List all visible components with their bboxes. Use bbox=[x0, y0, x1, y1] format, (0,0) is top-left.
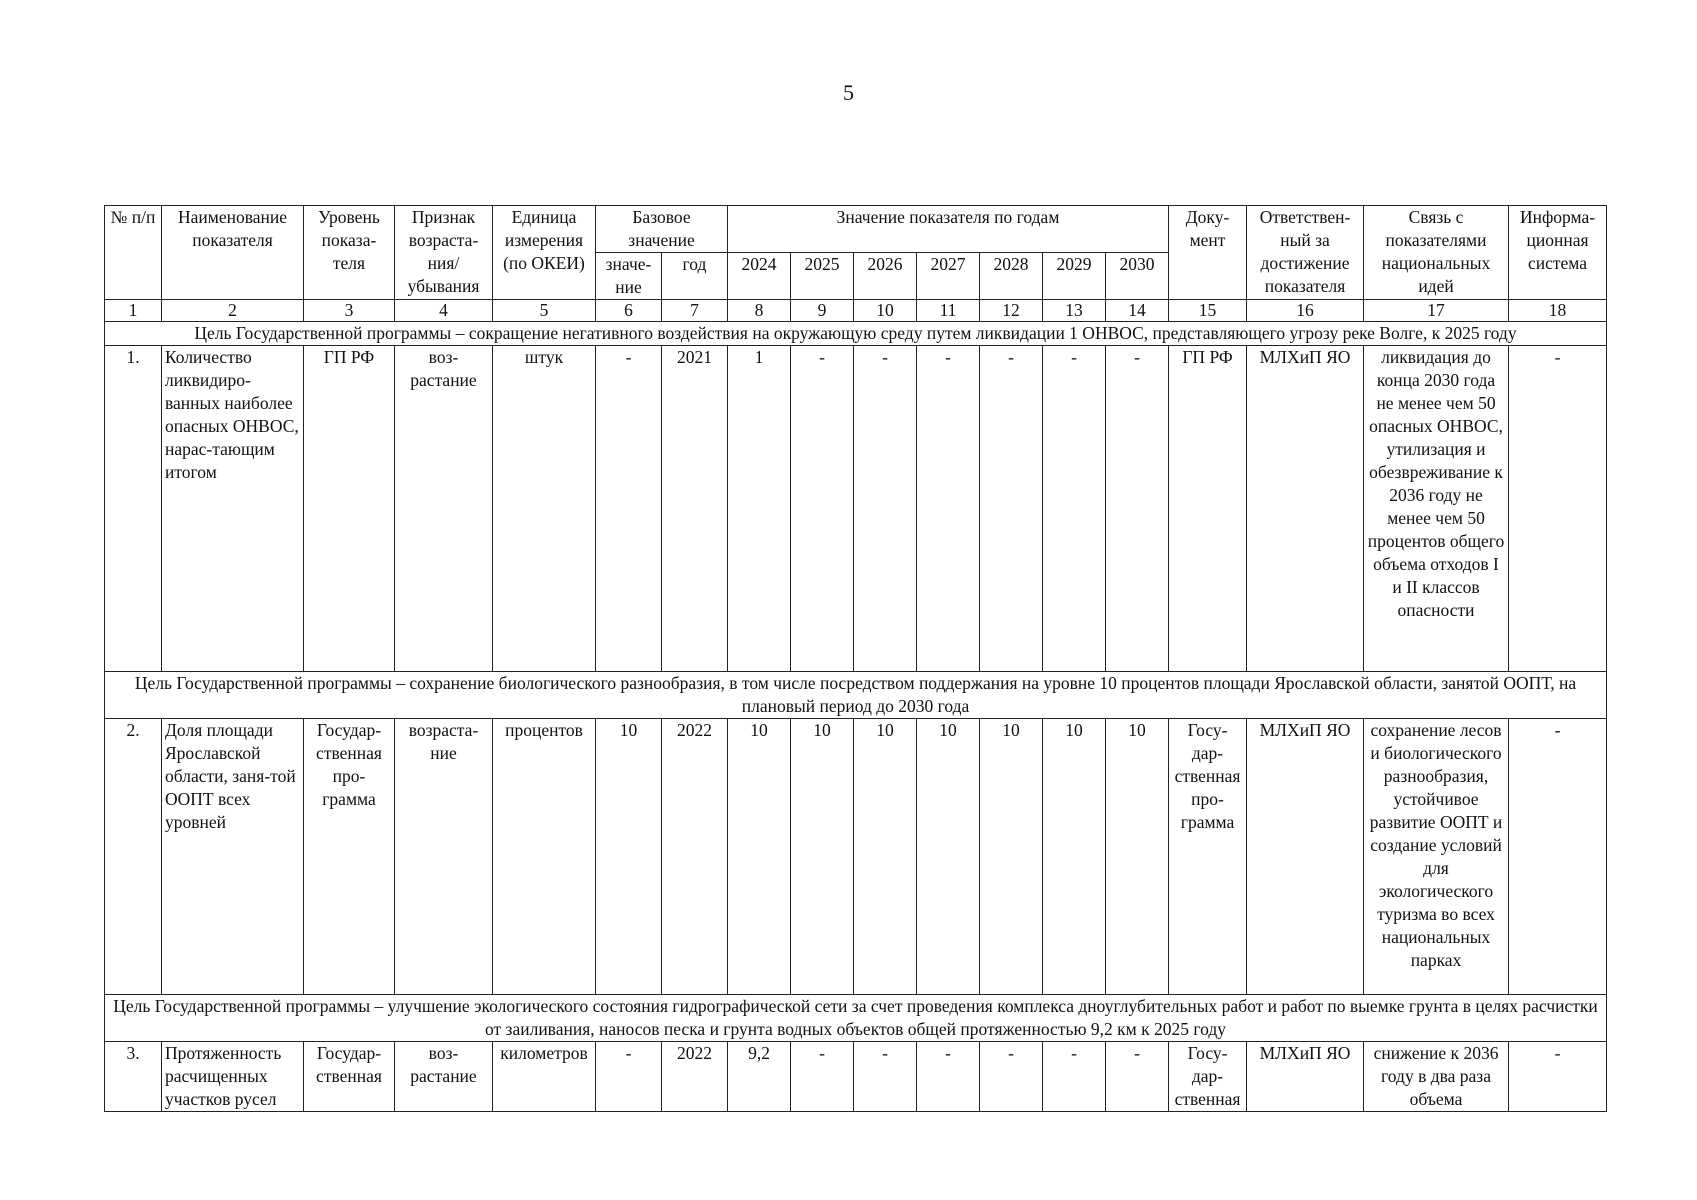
header-level: Уровень показа-теля bbox=[304, 206, 395, 300]
header-year: 2028 bbox=[980, 253, 1043, 300]
row-year-value: 10 bbox=[854, 719, 917, 995]
row-doc: Госу-дар-ственная bbox=[1169, 1042, 1247, 1112]
header-doc: Доку-мент bbox=[1169, 206, 1247, 300]
row-unit: километров bbox=[493, 1042, 596, 1112]
row-doc: Госу-дар-ственная про-грамма bbox=[1169, 719, 1247, 995]
row-link: сохранение лесов и биологического разнообразия, устойчивое развитие ООПТ и создание условий для экологического туризма во всех национальных парках bbox=[1364, 719, 1509, 995]
header-unit: Единица измерения (по ОКЕИ) bbox=[493, 206, 596, 300]
col-number: 17 bbox=[1364, 300, 1509, 322]
col-number: 11 bbox=[917, 300, 980, 322]
row-year-value: - bbox=[1106, 1042, 1169, 1112]
header-years-title: Значение показателя по годам bbox=[728, 206, 1169, 253]
row-link: ликвидация до конца 2030 года не менее чем 50 опасных ОНВОС, утилизация и обезвреживание к 2036 году не менее чем 50 процентов общего объема отходов I и II классов опасности bbox=[1364, 346, 1509, 672]
row-resp: МЛХиП ЯО bbox=[1247, 346, 1364, 672]
row-num: 2. bbox=[105, 719, 162, 995]
row-year-value: - bbox=[791, 346, 854, 672]
row-info: - bbox=[1509, 346, 1607, 672]
row-base-value: 10 bbox=[596, 719, 662, 995]
col-number: 4 bbox=[395, 300, 493, 322]
row-year-value: - bbox=[980, 1042, 1043, 1112]
col-number: 5 bbox=[493, 300, 596, 322]
header-year: 2026 bbox=[854, 253, 917, 300]
goal-text: Цель Государственной программы – сохранение биологического разнообразия, в том числе посредством поддержания на уровне 10 процентов площади Ярославской области, занятой ООПТ, на плановый период до 2030 года bbox=[105, 672, 1607, 719]
column-number-row bbox=[105, 300, 1607, 322]
row-info: - bbox=[1509, 719, 1607, 995]
row-base-year: 2021 bbox=[662, 346, 728, 672]
goal-row bbox=[105, 995, 1607, 1042]
header-year: 2030 bbox=[1106, 253, 1169, 300]
table-row bbox=[105, 1042, 1607, 1112]
goal-text: Цель Государственной программы – сокращение негативного воздействия на окружающую среду путем ликвидации 1 ОНВОС, представляющего угрозу реке Волге, к 2025 году bbox=[105, 322, 1607, 346]
header-base-value: значе-ние bbox=[596, 253, 662, 300]
header-row bbox=[105, 206, 1607, 253]
row-year-value: 1 bbox=[728, 346, 791, 672]
header-year: 2024 bbox=[728, 253, 791, 300]
row-resp: МЛХиП ЯО bbox=[1247, 719, 1364, 995]
goal-row bbox=[105, 672, 1607, 719]
header-year: 2025 bbox=[791, 253, 854, 300]
col-number: 7 bbox=[662, 300, 728, 322]
row-name: Доля площади Ярославской области, заня-той ООПТ всех уровней bbox=[162, 719, 304, 995]
row-year-value: - bbox=[917, 346, 980, 672]
table-row bbox=[105, 719, 1607, 995]
row-year-value: - bbox=[980, 346, 1043, 672]
row-doc: ГП РФ bbox=[1169, 346, 1247, 672]
row-info: - bbox=[1509, 1042, 1607, 1112]
goal-row bbox=[105, 322, 1607, 346]
row-num: 1. bbox=[105, 346, 162, 672]
header-base: Базовое значение bbox=[596, 206, 728, 253]
col-number: 6 bbox=[596, 300, 662, 322]
col-number: 2 bbox=[162, 300, 304, 322]
row-base-year: 2022 bbox=[662, 719, 728, 995]
row-sign: воз-растание bbox=[395, 1042, 493, 1112]
col-number: 13 bbox=[1043, 300, 1106, 322]
row-name: Количество ликвидиро-ванных наиболее опасных ОНВОС, нарас-тающим итогом bbox=[162, 346, 304, 672]
col-number: 15 bbox=[1169, 300, 1247, 322]
col-number: 12 bbox=[980, 300, 1043, 322]
row-year-value: 10 bbox=[1043, 719, 1106, 995]
row-level: Государ-ственная bbox=[304, 1042, 395, 1112]
row-year-value: 10 bbox=[728, 719, 791, 995]
row-base-year: 2022 bbox=[662, 1042, 728, 1112]
row-year-value: 10 bbox=[791, 719, 854, 995]
row-year-value: 9,2 bbox=[728, 1042, 791, 1112]
col-number: 10 bbox=[854, 300, 917, 322]
col-number: 3 bbox=[304, 300, 395, 322]
row-year-value: - bbox=[1106, 346, 1169, 672]
header-name: Наименование показателя bbox=[162, 206, 304, 300]
col-number: 16 bbox=[1247, 300, 1364, 322]
header-base-year: год bbox=[662, 253, 728, 300]
row-name: Протяженность расчищенных участков русел bbox=[162, 1042, 304, 1112]
header-link: Связь с показателями национальных идей bbox=[1364, 206, 1509, 300]
row-base-value: - bbox=[596, 346, 662, 672]
row-year-value: 10 bbox=[917, 719, 980, 995]
col-number: 14 bbox=[1106, 300, 1169, 322]
page-number: 5 bbox=[843, 80, 854, 105]
row-year-value: - bbox=[917, 1042, 980, 1112]
header-year: 2027 bbox=[917, 253, 980, 300]
col-number: 1 bbox=[105, 300, 162, 322]
row-num: 3. bbox=[105, 1042, 162, 1112]
row-level: Государ-ственная про-грамма bbox=[304, 719, 395, 995]
row-year-value: 10 bbox=[980, 719, 1043, 995]
table-row bbox=[105, 346, 1607, 672]
row-year-value: - bbox=[791, 1042, 854, 1112]
row-resp: МЛХиП ЯО bbox=[1247, 1042, 1364, 1112]
header-year: 2029 bbox=[1043, 253, 1106, 300]
header-sign: Признак возраста-ния/ убывания bbox=[395, 206, 493, 300]
row-sign: возраста-ние bbox=[395, 719, 493, 995]
goal-text: Цель Государственной программы – улучшение экологического состояния гидрографической сети за счет проведения комплекса дноуглубительных работ и работ по выемке грунта в целях расчистки от заиливания, наносов песка и грунта водных объектов общей протяженностью 9,2 км к 2025 году bbox=[105, 995, 1607, 1042]
row-year-value: - bbox=[1043, 346, 1106, 672]
row-year-value: 10 bbox=[1106, 719, 1169, 995]
row-unit: процентов bbox=[493, 719, 596, 995]
row-year-value: - bbox=[854, 346, 917, 672]
col-number: 9 bbox=[791, 300, 854, 322]
row-year-value: - bbox=[854, 1042, 917, 1112]
row-link: снижение к 2036 году в два раза объема bbox=[1364, 1042, 1509, 1112]
indicators-table bbox=[104, 205, 1607, 1112]
col-number: 8 bbox=[728, 300, 791, 322]
row-sign: воз-растание bbox=[395, 346, 493, 672]
header-info: Информа-ционная система bbox=[1509, 206, 1607, 300]
row-base-value: - bbox=[596, 1042, 662, 1112]
row-level: ГП РФ bbox=[304, 346, 395, 672]
row-year-value: - bbox=[1043, 1042, 1106, 1112]
header-resp: Ответствен-ный за достижение показателя bbox=[1247, 206, 1364, 300]
col-number: 18 bbox=[1509, 300, 1607, 322]
row-unit: штук bbox=[493, 346, 596, 672]
header-num: № п/п bbox=[105, 206, 162, 300]
